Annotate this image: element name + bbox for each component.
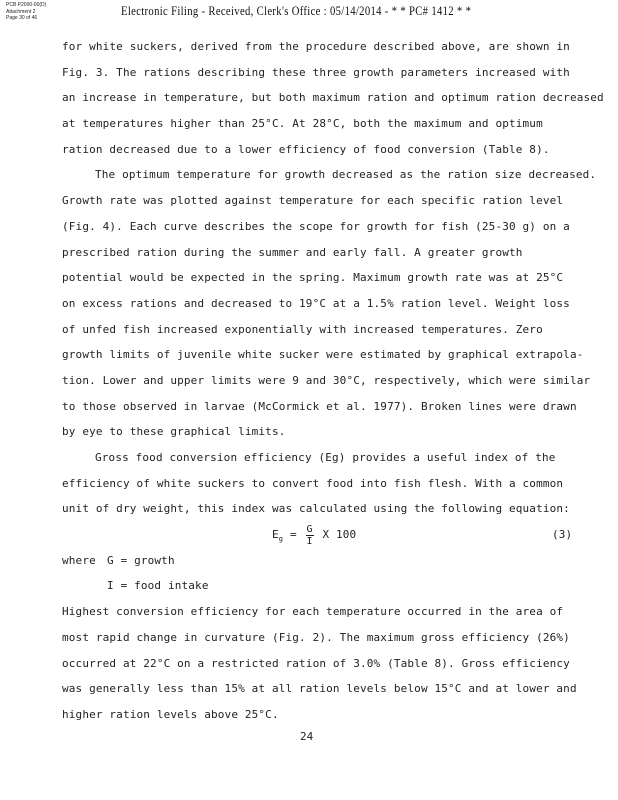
text-line: Fig. 3. The rations describing these three growth parameters increased with (62, 65, 570, 79)
text-line: occurred at 22°C on a restricted ration of 3.0% (Table 8). Gross efficiency (62, 656, 570, 670)
eq-rest: X 100 (322, 528, 357, 542)
eq-fraction (306, 524, 314, 547)
filing-stamp (0, 0, 618, 30)
text-line: for white suckers, derived from the procedure described above, are shown in (62, 40, 570, 53)
eq-lhs: E (272, 528, 279, 542)
eq-numerator: G (306, 523, 313, 535)
text-line: prescribed ration during the summer and early fall. A greater growth (62, 245, 523, 259)
text-line: Growth rate was plotted against temperature for each specific ration level (62, 194, 564, 208)
text-line: an increase in temperature, but both maximum ration and optimum ration decreased (62, 91, 604, 105)
attachment-stamp (6, 2, 46, 22)
page-number: 24 (300, 730, 314, 743)
text-line: The optimum temperature for growth decreased as the ration size decreased. (95, 168, 597, 182)
equation-row (62, 522, 582, 548)
stamp-line-docket: PCB P2000-00(D) (6, 2, 47, 8)
text-line: growth limits of juvenile white sucker were estimated by graphical extrapola- (62, 348, 584, 362)
stamp-line-attachment: Attachment 2 (6, 8, 36, 15)
text-line: of unfed fish increased exponentially with increased temperatures. Zero (62, 322, 543, 336)
stamp-line-page: Page 30 of 46 (6, 15, 38, 21)
definition-line (62, 573, 582, 599)
text-line: by eye to these graphical limits. (62, 425, 286, 439)
where-label: where (62, 553, 96, 567)
text-line: potential would be expected in the spring. Maximum growth rate was at 25°C (62, 271, 564, 285)
text-line: tion. Lower and upper limits were 9 and 30°C, respectively, which were similar (62, 373, 591, 387)
text-line: most rapid change in curvature (Fig. 2). The maximum gross efficiency (26%) (62, 630, 570, 644)
equation (272, 522, 356, 553)
text-line: Highest conversion efficiency for each temperature occurred in the area of (62, 605, 564, 619)
text-line: higher ration levels above 25°C. (62, 707, 279, 721)
text-line: efficiency of white suckers to convert food into fish flesh. With a common (62, 476, 564, 490)
definition-g: G = growth (107, 553, 175, 567)
document-body (62, 34, 604, 728)
text-line: at temperatures higher than 25°C. At 28°C, both the maximum and optimum (62, 117, 543, 131)
equation-number: (3) (552, 528, 573, 542)
text-line: unit of dry weight, this index was calculated using the following equation: (62, 502, 570, 516)
eq-denominator: I (306, 535, 313, 547)
text-line: on excess rations and decreased to 19°C at a 1.5% ration level. Weight loss (62, 296, 570, 310)
eq-equals: = (289, 528, 297, 542)
definition-i: I = food intake (107, 579, 209, 593)
eq-lhs-subscript: g (278, 535, 284, 544)
text-line: ration decreased due to a lower efficiency of food conversion (Table 8). (62, 142, 550, 156)
text-line: was generally less than 15% at all ration levels below 15°C and at lower and (62, 682, 577, 696)
filing-header: Electronic Filing - Received, Clerk's Office : 05/14/2014 - * * PC# 1412 * * (121, 3, 472, 18)
text-line: Gross food conversion efficiency (Eg) provides a useful index of the (95, 451, 556, 464)
text-line: (Fig. 4). Each curve describes the scope for growth for fish (25-30 g) on a (62, 219, 570, 233)
text-line: to those observed in larvae (McCormick et al. 1977). Broken lines were drawn (62, 399, 577, 413)
